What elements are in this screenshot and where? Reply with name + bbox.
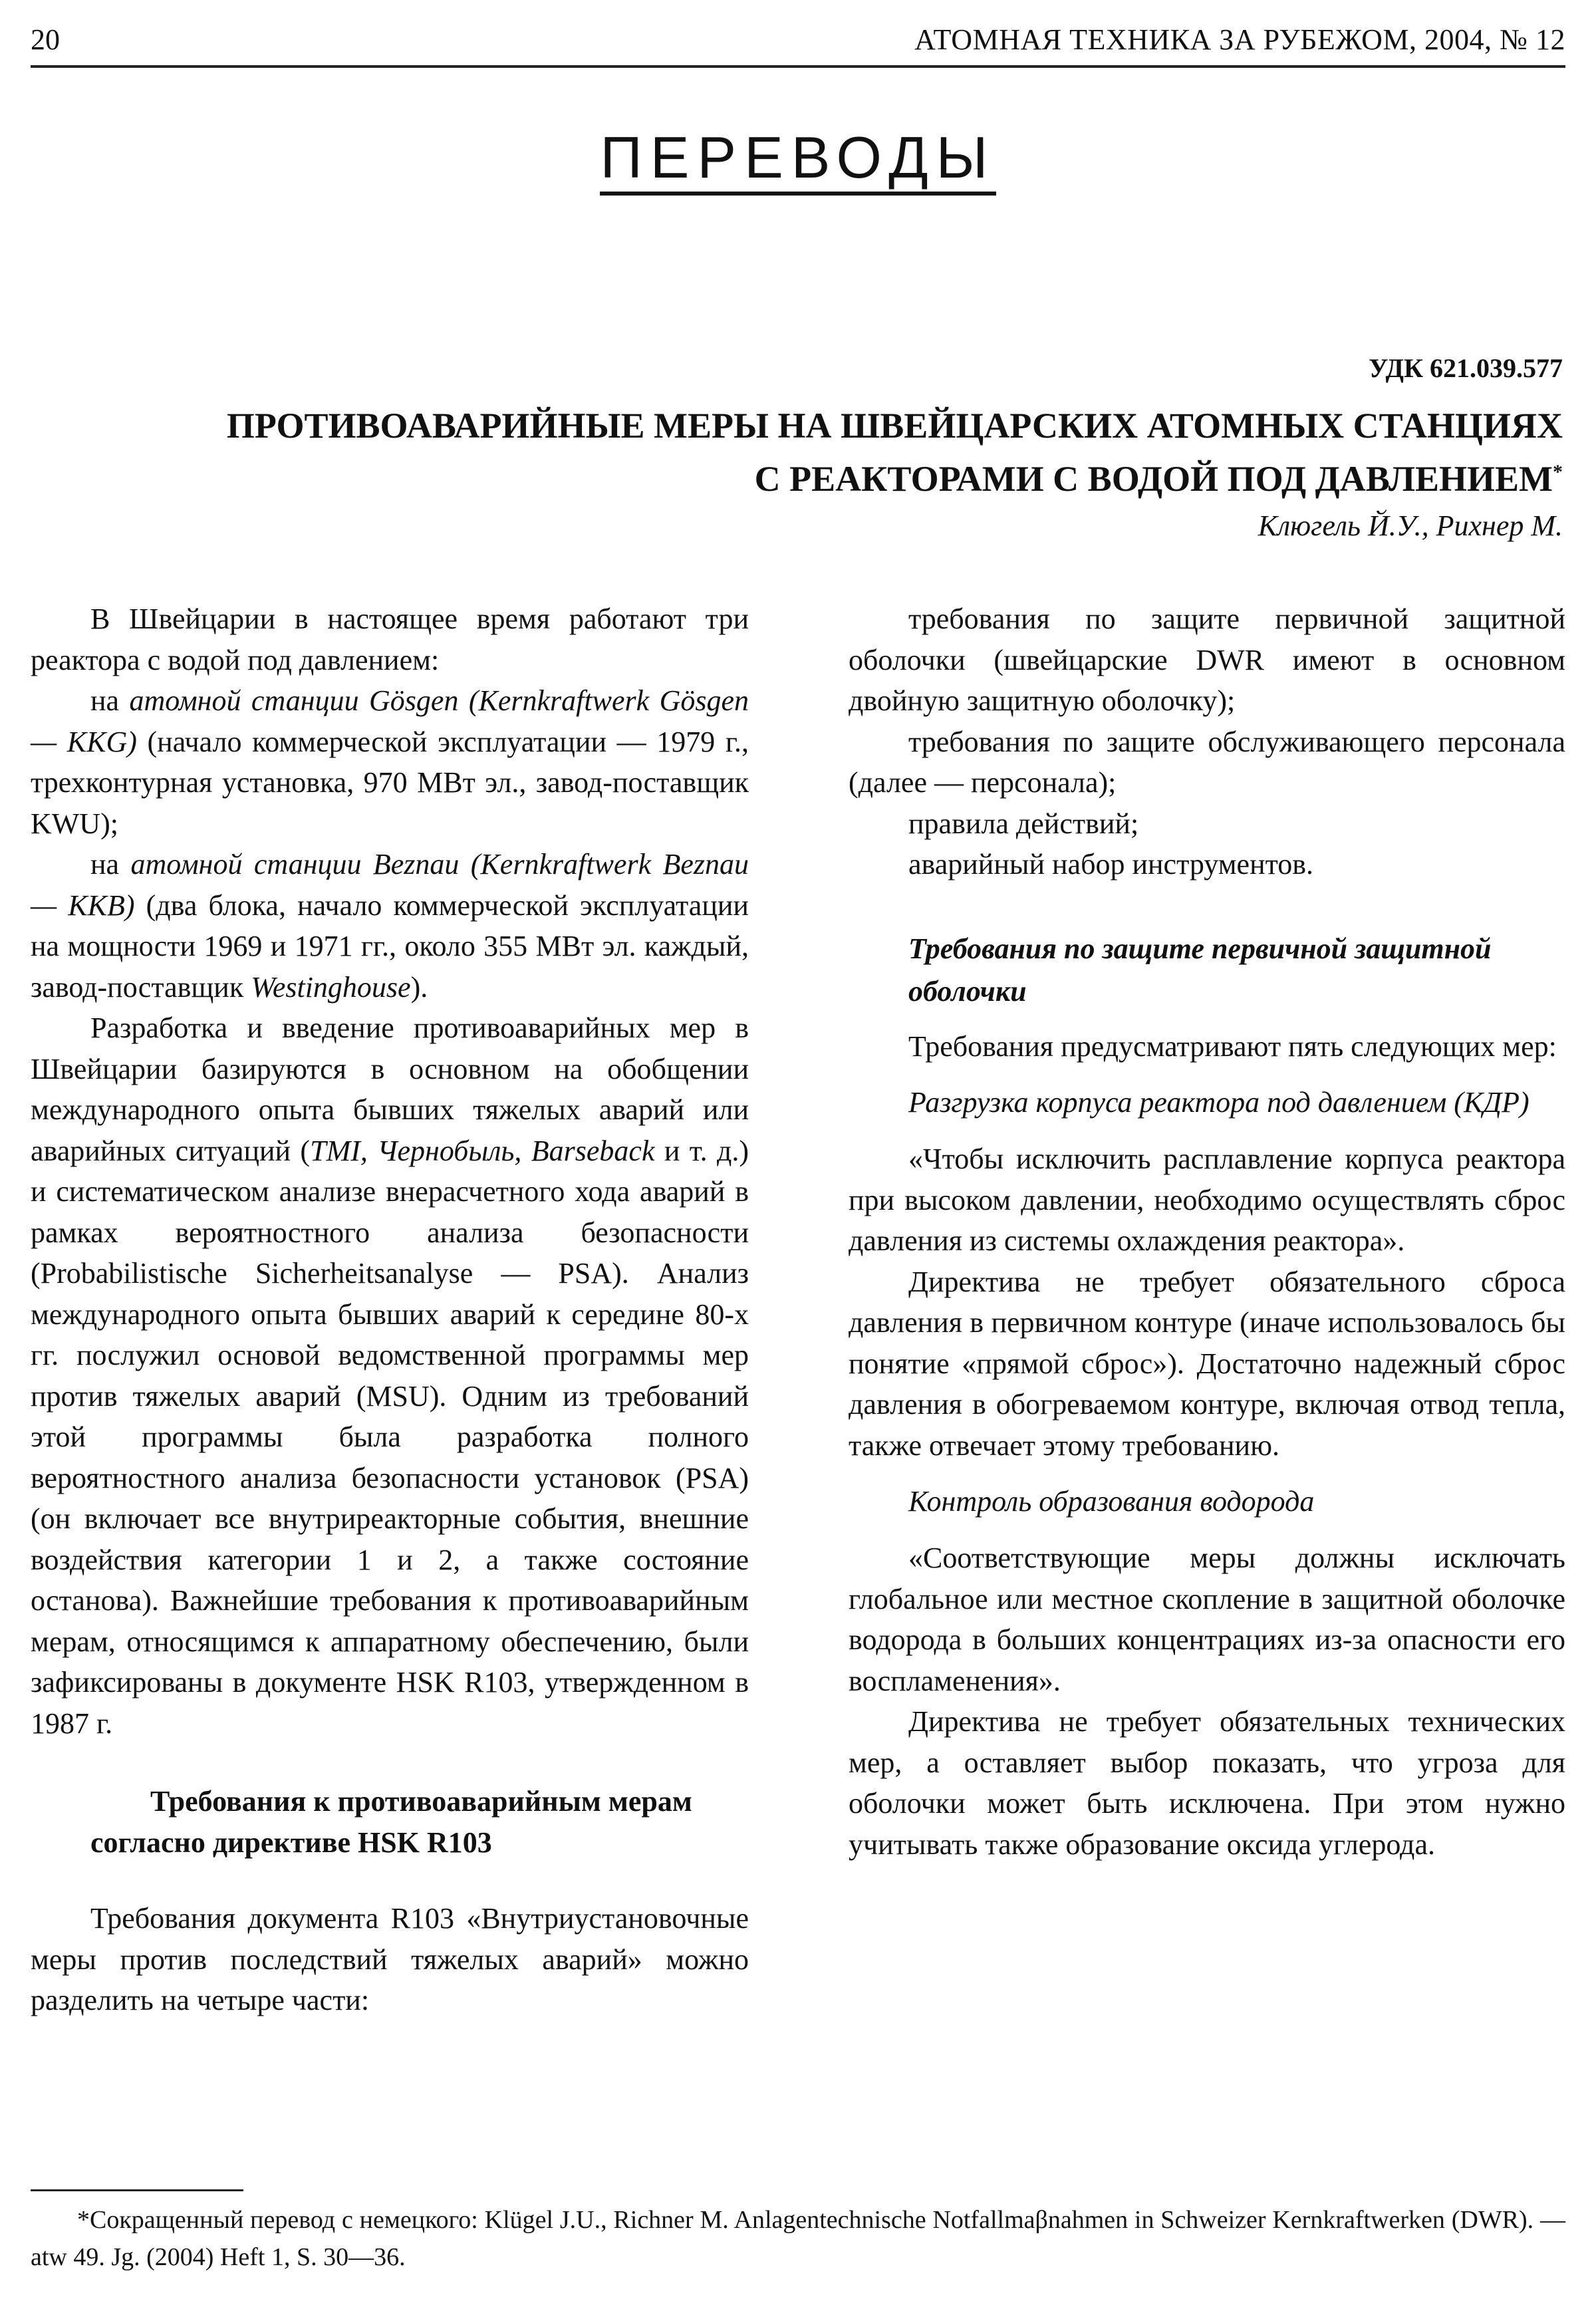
paragraph: аварийный набор инструментов. bbox=[908, 848, 1314, 881]
header-rule bbox=[31, 65, 1565, 68]
paragraph: требования по защите обслуживающего персонала (далее — персонала); bbox=[849, 725, 1565, 799]
left-column bbox=[31, 599, 749, 2021]
paragraph: Разработка и введение противоаварийных мер в Швейцарии базируются в основном на обобщении международного опыта бывших тяжелых аварий или аварийных ситуаций (TMI, Чернобыль, Barseback и т. д.) и систематическом анализе внерасчетного хода аварий в рамках вероятностного анализа безопасности (Probabilistische Sicherheitsanalyse — PSA). Анализ международного опыта бывших аварий к середине 80-х гг. послужил основой ведомственной программы мер против тяжелых аварий (MSU). Одним из требований этой программы была разработка полного вероятностного анализа безопасности установок (PSA) (он включает все внутриреакторные события, внешние воздействия категории 1 и 2, а также состояние останова). Важнейшие требования к противоаварийным мерам, относящимся к аппаратному обеспечению, были зафиксированы в документе HSK R103, утвержденном в 1987 г. bbox=[31, 1012, 749, 1740]
paragraph: требования по защите первичной защитной оболочки (швейцарские DWR имеют в основном двойную защитную оболочку); bbox=[849, 603, 1565, 717]
right-column bbox=[849, 599, 1565, 1865]
paragraph: Требования предусматривают пять следующих мер: bbox=[908, 1029, 1557, 1063]
section-title bbox=[0, 121, 1596, 194]
subsection-heading: Требования по защите первичной защитной оболочки bbox=[908, 932, 1492, 1008]
udk-code: УДК 621.039.577 bbox=[1369, 353, 1563, 383]
paragraph: «Соответствующие меры должны исключать глобальное или местное скопление в защитной оболочке водорода в больших концентрациях из-за опасности его воспламенения». bbox=[849, 1542, 1565, 1697]
journal-title: АТОМНАЯ ТЕХНИКА ЗА РУБЕЖОМ, 2004, № 12 bbox=[914, 23, 1565, 56]
article-authors: Клюгель Й.У., Рихнер М. bbox=[1258, 509, 1563, 542]
article-title bbox=[33, 402, 1563, 502]
paragraph: В Швейцарии в настоящее время работают три реактора с водой под давлением: bbox=[31, 603, 749, 676]
measure-heading: Контроль образования водорода bbox=[908, 1485, 1315, 1518]
measure-heading: Разгрузка корпуса реактора под давлением (КДР) bbox=[908, 1086, 1530, 1119]
paragraph: на атомной станции Beznau (Kernkraftwerk Beznau — KKB) (два блока, начало коммерческой эксплуатации на мощности 1969 и 1971 гг., около 355 МВт эл. каждый, завод-поставщик Westinghouse). bbox=[31, 848, 749, 1004]
paragraph: Директива не требует обязательного сброса давления в первичном контуре (иначе использовалось бы понятие «прямой сброс»). Достаточно надежный сброс давления в обогреваемом контуре, включая отвод тепла, также отвечает этому требованию. bbox=[849, 1265, 1565, 1462]
section-title-text: ПЕРЕВОДЫ bbox=[600, 124, 996, 196]
paragraph: «Чтобы исключить расплавление корпуса реактора при высоком давлении, необходимо осуществлять сброс давления из системы охлаждения реактора». bbox=[849, 1143, 1565, 1257]
footnote: *Сокращенный перевод с немецкого: Klügel J.U., Richner M. Anlagentechnische Notfallmaβnahmen in Schweizer Kernkraftwerken (DWR). — atw 49. Jg. (2004) Heft 1, S. 30—36. bbox=[31, 2206, 1565, 2271]
article-title-line-2: С РЕАКТОРАМИ С ВОДОЙ ПОД ДАВЛЕНИЕМ* bbox=[754, 459, 1563, 499]
footnote-rule bbox=[31, 2189, 243, 2191]
article-title-line-1: ПРОТИВОАВАРИЙНЫЕ МЕРЫ НА ШВЕЙЦАРСКИХ АТОМНЫХ СТАНЦИЯХ bbox=[226, 406, 1563, 446]
paragraph: Директива не требует обязательных технических мер, а оставляет выбор показать, что угроза для оболочки может быть исключена. При этом нужно учитывать также образование оксида углерода. bbox=[849, 1705, 1565, 1861]
running-head bbox=[31, 23, 1565, 67]
page-number: 20 bbox=[31, 23, 60, 56]
section-heading: Требования к противоаварийным мерам согласно директиве HSK R103 bbox=[90, 1785, 692, 1859]
footnote-mark: * bbox=[1553, 461, 1563, 483]
paragraph: Требования документа R103 «Внутриустановочные меры против последствий тяжелых аварий» можно разделить на четыре части: bbox=[31, 1902, 749, 2016]
paragraph: правила действий; bbox=[908, 807, 1139, 840]
paragraph: на атомной станции Gösgen (Kernkraftwerk Gösgen — KKG) (начало коммерческой эксплуатации — 1979 г., трехконтурная установка, 970 МВт эл., завод-поставщик KWU); bbox=[31, 684, 749, 840]
